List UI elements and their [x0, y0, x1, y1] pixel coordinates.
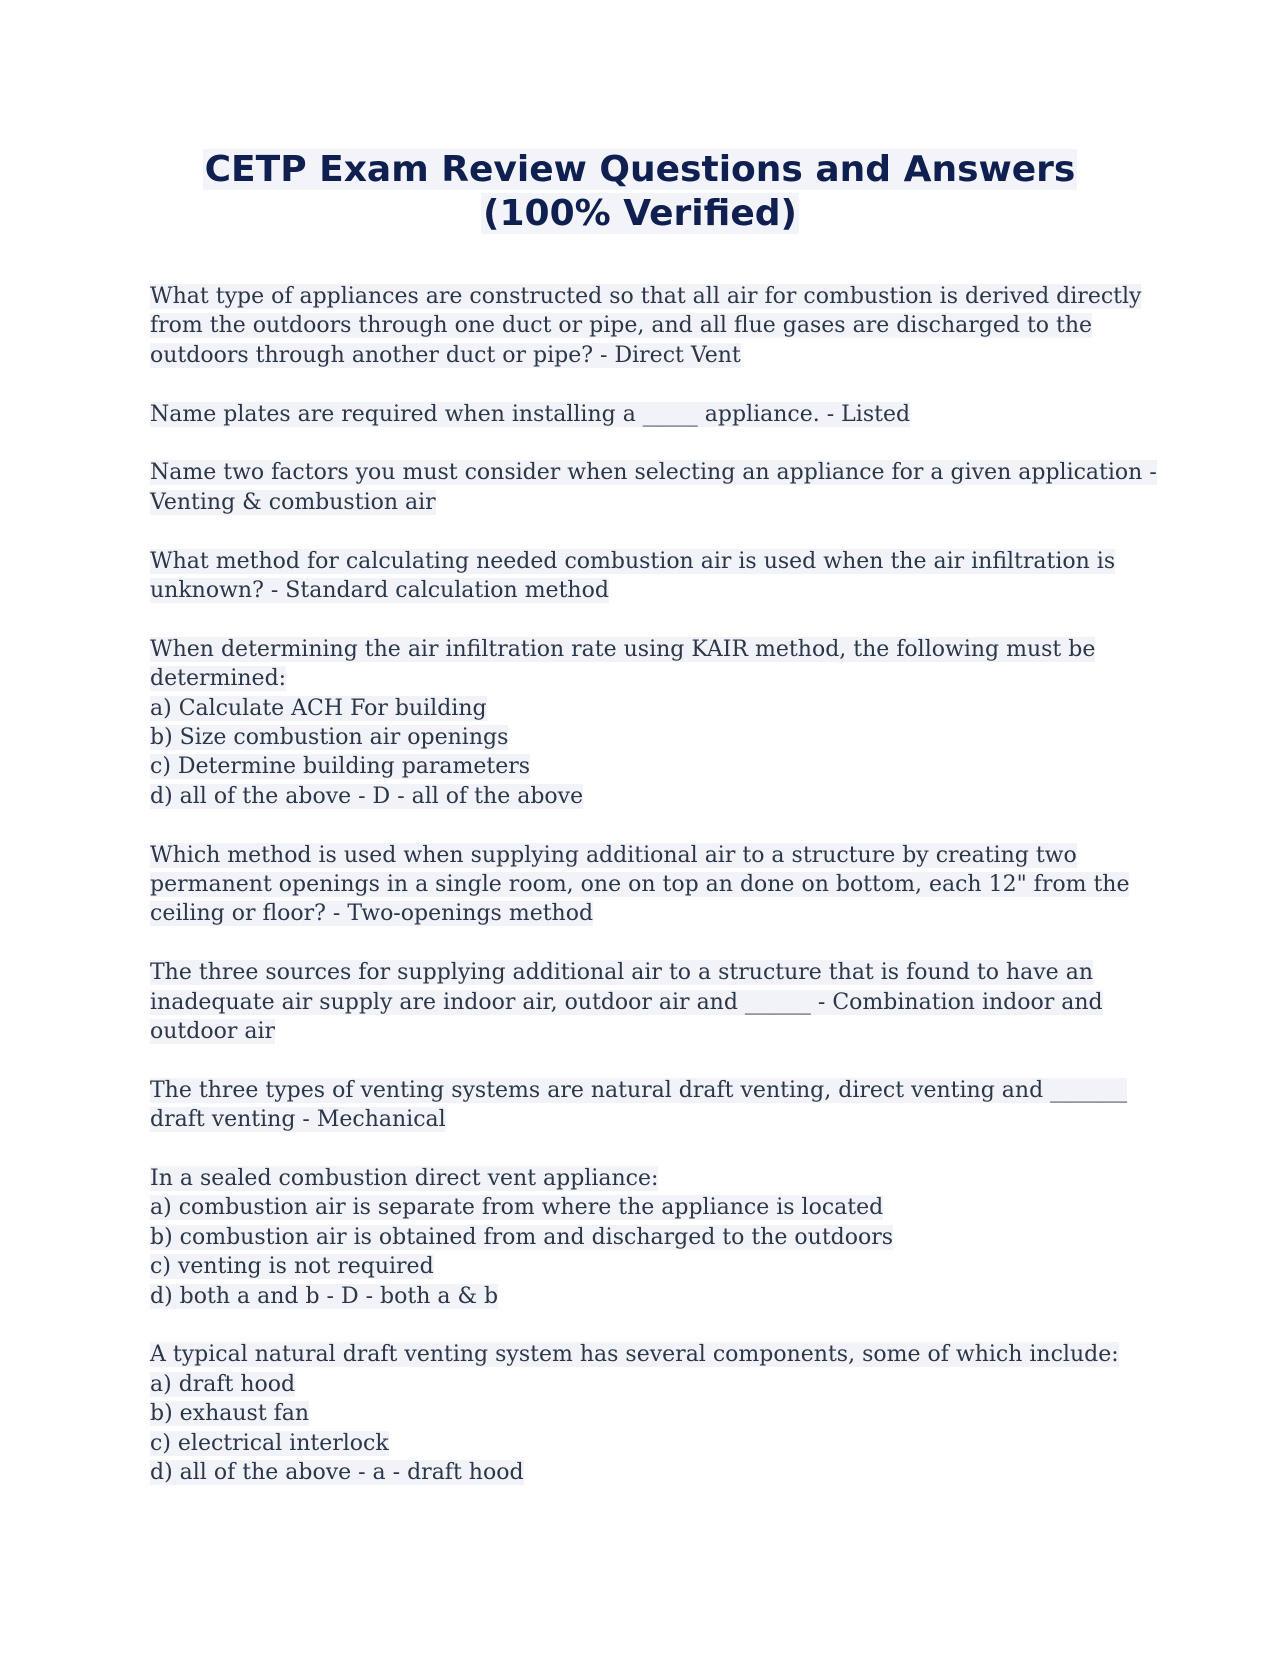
qa-line: What type of appliances are constructed so that all air for combustion is derived directly [150, 284, 1142, 309]
qa-line: Venting & combustion air [150, 489, 436, 515]
qa-line: Name two factors you must consider when selecting an appliance for a given application - [150, 460, 1157, 486]
qa-item [150, 458, 1157, 517]
qa-option-line: c) electrical interlock [150, 1430, 389, 1456]
qa-line: Which method is used when supplying additional air to a structure by creating two [150, 842, 1077, 868]
qa-line: unknown? - Standard calculation method [150, 578, 609, 604]
qa-line: In a sealed combustion direct vent appliance: [150, 1166, 659, 1192]
qa-line: When determining the air infiltration rate using KAIR method, the following must be [150, 636, 1096, 662]
qa-item [150, 1076, 1150, 1135]
title-line-2: (100% Verified) [483, 193, 797, 234]
qa-option-line: a) combustion air is separate from where the appliance is located [150, 1195, 884, 1221]
qa-line: A typical natural draft venting system has several components, some of which include: [150, 1342, 1119, 1368]
qa-line: What method for calculating needed combustion air is used when the air infiltration is [150, 548, 1116, 574]
qa-option-line: c) Determine building parameters [150, 754, 531, 780]
qa-line: outdoor air [150, 1019, 276, 1045]
title-line-1: CETP Exam Review Questions and Answers [204, 149, 1076, 190]
qa-line: The three sources for supplying additional air to a structure that is found to have an [150, 960, 1093, 986]
qa-item [150, 1164, 1150, 1311]
qa-list [150, 282, 1157, 1517]
qa-line: ceiling or floor? - Two-openings method [150, 901, 594, 927]
qa-line: draft venting - Mechanical [150, 1107, 446, 1133]
qa-line: permanent openings in a single room, one on top an done on bottom, each 12" from the [150, 872, 1130, 898]
qa-option-line: d) all of the above - a - draft hood [150, 1460, 524, 1486]
qa-option-line: a) Calculate ACH For building [150, 695, 487, 721]
qa-option-line: b) Size combustion air openings [150, 725, 509, 751]
qa-item [150, 635, 1150, 811]
qa-option-line: b) exhaust fan [150, 1401, 310, 1427]
qa-line: Name plates are required when installing a _____ appliance. - Listed [150, 401, 911, 427]
qa-item [150, 547, 1150, 606]
qa-item [150, 400, 1150, 429]
qa-line: The three types of venting systems are natural draft venting, direct venting and _______ [150, 1077, 1128, 1103]
qa-item [150, 841, 1150, 929]
qa-option-line: b) combustion air is obtained from and discharged to the outdoors [150, 1224, 894, 1250]
qa-option-line: c) venting is not required [150, 1254, 434, 1280]
qa-line: determined: [150, 666, 287, 692]
document-title [0, 148, 1280, 236]
qa-item [150, 282, 1150, 370]
qa-option-line: d) both a and b - D - both a & b [150, 1283, 499, 1309]
qa-item [150, 958, 1150, 1046]
qa-item [150, 1340, 1150, 1487]
qa-line: inadequate air supply are indoor air, outdoor air and ______ - Combination indoor and [150, 989, 1103, 1015]
qa-line: outdoors through another duct or pipe? - Direct Vent [150, 342, 741, 368]
qa-option-line: d) all of the above - D - all of the above [150, 783, 584, 809]
qa-option-line: a) draft hood [150, 1371, 296, 1397]
qa-line: from the outdoors through one duct or pipe, and all flue gases are discharged to the [150, 313, 1093, 339]
